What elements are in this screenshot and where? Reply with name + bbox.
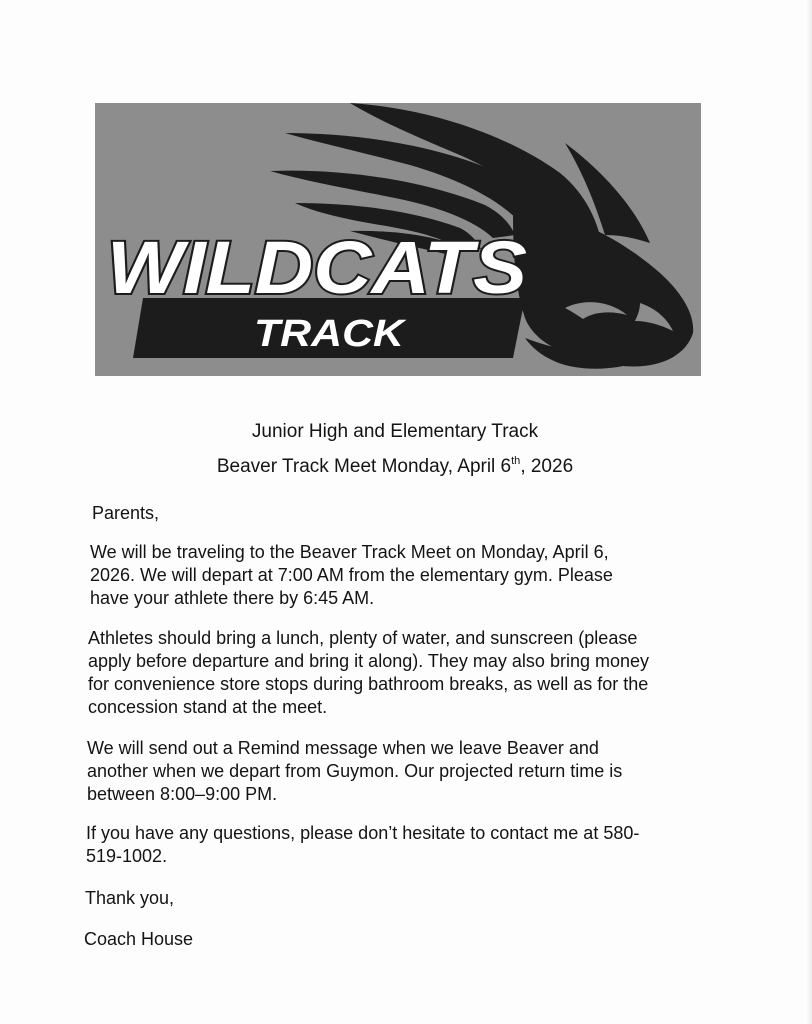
header-date-ordinal: th [511,454,521,467]
paragraph-line: between 8:00–9:00 PM. [87,784,278,804]
paragraph-line: 2026. We will depart at 7:00 AM from the elementary gym. Please [90,565,613,585]
paragraph-remind [87,737,622,806]
header-subtitle [0,455,790,479]
page-edge-shadow [806,0,812,1024]
header-title: Junior High and Elementary Track [251,421,539,442]
wildcats-track-logo [95,103,701,378]
wildcats-wordmark: WILDCATS [107,226,527,309]
paragraph-line: concession stand at the meet. [88,697,328,717]
salutation: Parents, [92,503,160,523]
paragraph-line: We will send out a Remind message when we leave Beaver and [87,738,599,758]
track-subtitle: TRACK [254,313,407,355]
header-date-prefix: Beaver Track Meet Monday, April 6 [216,456,512,477]
closing: Thank you, [85,888,175,908]
paragraph-line: We will be traveling to the Beaver Track Meet on Monday, April 6, [90,542,609,562]
signature: Coach House [84,929,194,949]
paragraph-line: for convenience store stops during bathroom breaks, as well as for the [88,674,649,694]
paragraph-travel [90,541,613,610]
paragraph-line: have your athlete there by 6:45 AM. [90,588,375,608]
paragraph-line: Athletes should bring a lunch, plenty of water, and sunscreen (please [88,628,638,648]
paragraph-supplies [88,627,649,719]
header-date-year: , 2026 [520,456,574,477]
paragraph-line: If you have any questions, please don’t hesitate to contact me at 580- [86,823,640,843]
paragraph-line: 519-1002. [86,846,168,866]
paragraph-contact [86,822,639,868]
paragraph-line: another when we depart from Guymon. Our projected return time is [87,761,623,781]
paragraph-line: apply before departure and bring it along). They may also bring money [88,651,649,671]
